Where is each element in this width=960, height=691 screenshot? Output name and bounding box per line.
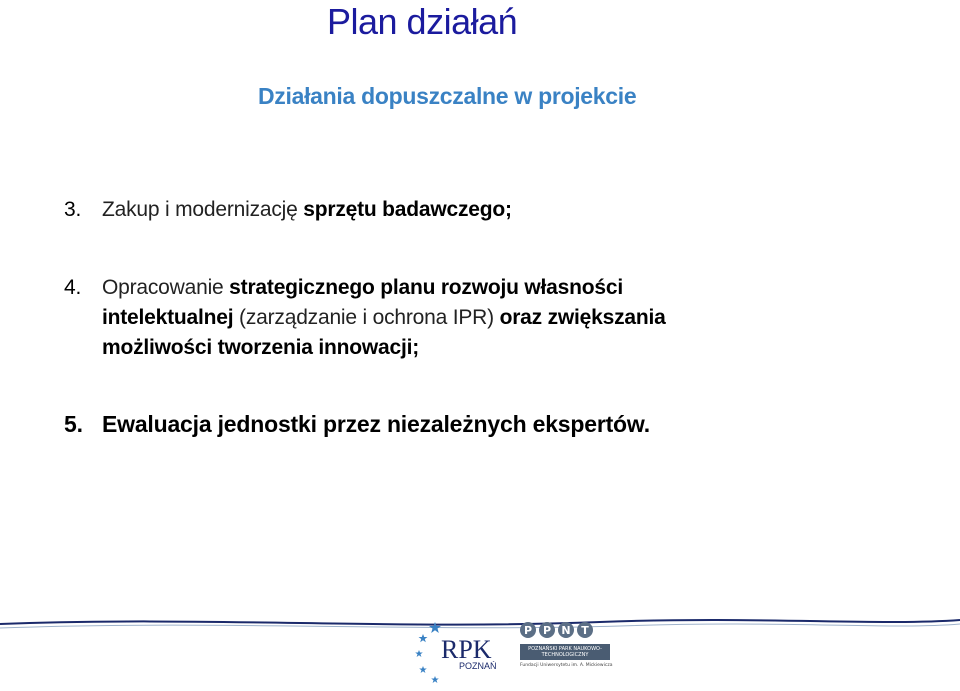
list-item — [64, 195, 824, 225]
ppnt-subtitle: Fundacji Uniwersytetu im. A. Mickiewicza — [520, 663, 613, 668]
item-text-bold: możliwości tworzenia innowacji; — [102, 336, 420, 359]
item-line — [64, 273, 824, 303]
item-text-bold: strategicznego planu rozwoju własności — [229, 276, 623, 299]
ppnt-name: POZNAŃSKI PARK NAUKOWO-TECHNOLOGICZNY — [520, 644, 610, 660]
item-text-bold: intelektualnej — [102, 306, 240, 329]
ppnt-letters — [520, 622, 616, 638]
rpk-logo-subtext: POZNAŃ — [459, 661, 497, 671]
rpk-logo — [413, 614, 513, 686]
ppnt-letter: P — [539, 622, 555, 638]
ppnt-letter: P — [520, 622, 536, 638]
list-item — [64, 409, 824, 439]
item-number: 3. — [64, 198, 82, 221]
item-text-bold: Ewaluacja jednostki przez niezależnych ekspertów. — [102, 411, 650, 437]
rpk-logo-text: RPK — [441, 635, 492, 664]
list-item — [64, 273, 824, 363]
item-text-bold: sprzętu badawczego; — [303, 198, 512, 221]
item-text: (zarządzanie i ochrona IPR) — [239, 306, 500, 329]
ppnt-logo — [520, 622, 616, 682]
item-line — [64, 333, 824, 363]
item-text-bold: oraz zwiększania — [499, 306, 666, 329]
rpk-stars-icon — [413, 614, 513, 686]
item-text: Opracowanie — [102, 276, 230, 299]
item-line — [64, 303, 824, 333]
slide-subtitle: Działania dopuszczalne w projekcie — [258, 83, 637, 109]
slide-title: Plan działań — [327, 1, 518, 42]
item-text: Zakup i modernizację — [102, 198, 304, 221]
ppnt-letter: N — [558, 622, 574, 638]
item-number: 5. — [64, 411, 83, 437]
item-number: 4. — [64, 276, 82, 299]
ppnt-letter: T — [577, 622, 593, 638]
